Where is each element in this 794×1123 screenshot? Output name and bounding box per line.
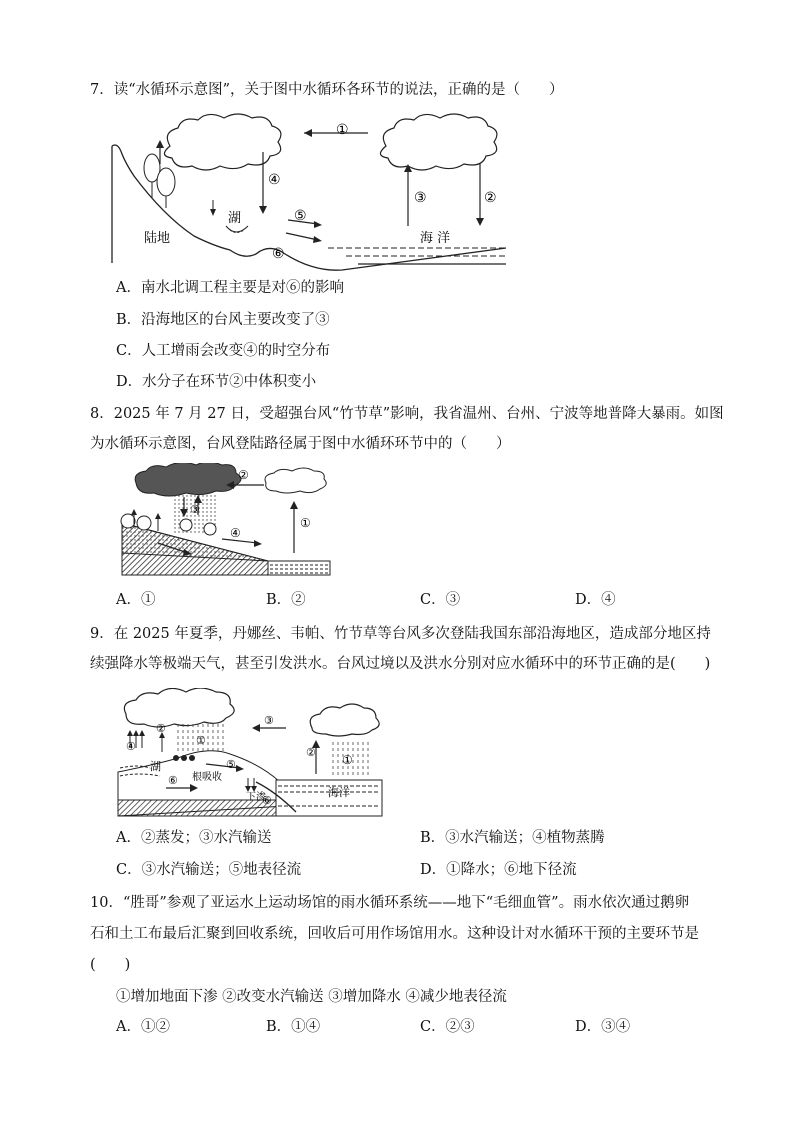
q8-option-d[interactable]: D．④ xyxy=(575,592,616,608)
q9-option-a[interactable]: A．②蒸发；③水汽输送 xyxy=(116,830,272,846)
q7-stem: 7．读“水循环示意图”，关于图中水循环各环节的说法，正确的是（ ） xyxy=(90,82,564,98)
q10-option-d[interactable]: D．③④ xyxy=(575,1019,631,1035)
q9-label-6-right: ⑥ xyxy=(262,794,272,807)
q9-option-d[interactable]: D．①降水；⑥地下径流 xyxy=(420,862,577,878)
q9-label-root: 根吸收 xyxy=(192,772,222,783)
q10-option-a[interactable]: A．①② xyxy=(116,1019,170,1035)
q8-stem-line2: 为水循环示意图，台风登陆路径属于图中水循环环节中的（ ） xyxy=(90,436,511,452)
q7-option-b[interactable]: B．沿海地区的台风主要改变了③ xyxy=(116,312,330,328)
q7-water-cycle-figure xyxy=(108,108,508,273)
q7-label-land: 陆地 xyxy=(144,231,171,246)
q9-stem-line1: 9．在 2025 年夏季，丹娜丝、韦帕、竹节草等台风多次登陆我国东部沿海地区，造成部分地区持 xyxy=(90,626,711,642)
q7-label-4: ④ xyxy=(268,172,281,188)
q8-label-3: ③ xyxy=(190,503,200,516)
q7-label-5: ⑤ xyxy=(294,208,307,224)
q7-label-3: ③ xyxy=(414,190,427,206)
q9-option-c[interactable]: C．③水汽输送；⑤地表径流 xyxy=(116,862,302,878)
q8-label-4: ④ xyxy=(230,526,241,540)
q8-water-cycle-figure xyxy=(118,463,334,581)
q9-label-2-left: ② xyxy=(156,722,166,735)
q7-option-c[interactable]: C．人工增雨会改变④的时空分布 xyxy=(116,343,331,359)
q7-label-lake: 湖 xyxy=(228,211,242,226)
q8-option-c[interactable]: C．③ xyxy=(420,592,461,608)
q9-label-3: ③ xyxy=(264,714,274,727)
q10-stem-line3: ( ) xyxy=(90,957,131,973)
q9-option-b[interactable]: B．③水汽输送；④植物蒸腾 xyxy=(420,830,605,846)
q9-label-5: ⑤ xyxy=(226,758,236,771)
q9-label-1-left: ① xyxy=(196,734,206,747)
q8-option-b[interactable]: B．② xyxy=(266,592,306,608)
q7-option-d[interactable]: D．水分子在环节②中体积变小 xyxy=(116,374,317,390)
q8-label-1: ① xyxy=(300,516,311,530)
q10-stem-line1: 10．“胜哥”参观了亚运水上运动场馆的雨水循环系统——地下“毛细血管”。雨水依次通过鹅卵 xyxy=(90,895,690,911)
q9-stem-line2: 续强降水等极端天气，甚至引发洪水。台风过境以及洪水分别对应水循环中的环节正确的是( ) xyxy=(90,656,711,672)
q8-option-a[interactable]: A．① xyxy=(116,592,156,608)
q10-stem-line2: 石和土工布最后汇聚到回收系统，回收后可用作场馆用水。这种设计对水循环干预的主要环节是 xyxy=(90,926,699,942)
q9-label-1-right: ① xyxy=(342,753,353,767)
q7-label-1: ① xyxy=(336,122,349,138)
q9-label-ocean: 海洋 xyxy=(328,786,350,799)
q9-label-lake: 湖 xyxy=(150,760,161,773)
q7-label-6: ⑥ xyxy=(272,246,285,262)
q7-label-2: ② xyxy=(484,190,497,206)
q9-label-4: ④ xyxy=(126,740,136,753)
q7-label-ocean: 海 洋 xyxy=(420,231,451,246)
q10-option-c[interactable]: C．②③ xyxy=(420,1019,475,1035)
q9-water-cycle-figure xyxy=(116,688,384,818)
q9-label-2-right: ② xyxy=(306,746,316,759)
q8-label-2: ② xyxy=(238,468,249,482)
q9-label-seep: 下渗 xyxy=(246,792,266,803)
q10-option-b[interactable]: B．①④ xyxy=(266,1019,321,1035)
q7-option-a[interactable]: A．南水北调工程主要是对⑥的影响 xyxy=(116,280,344,296)
q10-statements: ①增加地面下渗 ②改变水汽输送 ③增加降水 ④减少地表径流 xyxy=(116,989,507,1005)
q8-stem-line1: 8．2025 年 7 月 27 日，受超强台风“竹节草”影响，我省温州、台州、宁波等地普降大暴雨。如图 xyxy=(90,406,724,422)
q9-label-6-left: ⑥ xyxy=(168,774,178,787)
